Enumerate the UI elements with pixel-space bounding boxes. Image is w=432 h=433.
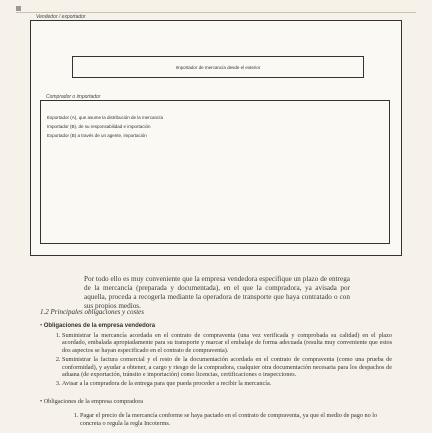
- buyer-list: [40, 412, 392, 427]
- inner-box-label: Comprador o importador: [46, 94, 101, 100]
- seller-obligations: [40, 322, 392, 390]
- section-title: 1.2 Principales obligaciones y costes: [40, 308, 145, 316]
- bullet-icon: •: [40, 322, 43, 329]
- inner-line: Exportador (B) a través de un agente, importación: [47, 133, 147, 138]
- list-item: [40, 322, 392, 388]
- seller-list: [62, 332, 392, 388]
- buyer-heading: Obligaciones de la empresa compradora: [43, 398, 144, 405]
- top-box: [72, 56, 364, 78]
- document-icon: [16, 6, 21, 11]
- list-item: 2. Suministrar la factura comercial y el resto de la documentación acordada en el contrato de compraventa (como una prueba de conformidad), y ayudar a obtener, a cargo y riesgo de la compradora, cualquier otra documentación necesaria para los despachos de aduana (de exportación, tránsito e importación) como licencias, certificaciones o inspecciones.: [62, 356, 392, 379]
- top-box-text: Importador de mercancía desde el exterior: [175, 64, 261, 70]
- list-item: 1. Pagar el precio de la mercancía conforme se haya pactado en el contrato de compraventa, ya que el medio de pago no lo concreta o regula la regla Incoterms.: [80, 412, 392, 427]
- inner-line: Importador (B), de su responsabilidad e importación: [47, 124, 151, 129]
- list-item: 1. Suministrar la mercancía acordada en el contrato de compraventa (una vez verificada y comprobada su calidad) en el plazo acordado, embalada apropiadamente para su transporte y marcar el embalaje de forma adecuada (resulta muy conveniente que estos dos aspectos se hayan especificado en el contrato de compraventa).: [62, 332, 392, 355]
- caption-paragraph: Por todo ello es muy conveniente que la empresa vendedora especifique un plazo de entrega de la mercancía (preparada y documentada), en el que la compradora, ya avisada por aquella, proceda a recogerla mediante la operadora de transporte que haya contratado o con sus propios medios.: [84, 275, 350, 311]
- buyer-obligations: [40, 398, 392, 433]
- header-divider: [16, 12, 416, 13]
- list-item: [40, 398, 392, 427]
- inner-line: Exportador (A), que asume la distribución de la mercancía: [47, 115, 164, 120]
- seller-heading: Obligaciones de la empresa vendedora: [43, 323, 156, 329]
- bullet-icon: •: [40, 398, 43, 405]
- outer-box-label: Vendedor / exportador: [36, 14, 86, 20]
- diagram: [30, 14, 402, 260]
- list-item: 3. Avisar a la compradora de la entrega para que pueda proceder a recibir la mercancía.: [62, 380, 392, 388]
- inner-box: [40, 100, 390, 244]
